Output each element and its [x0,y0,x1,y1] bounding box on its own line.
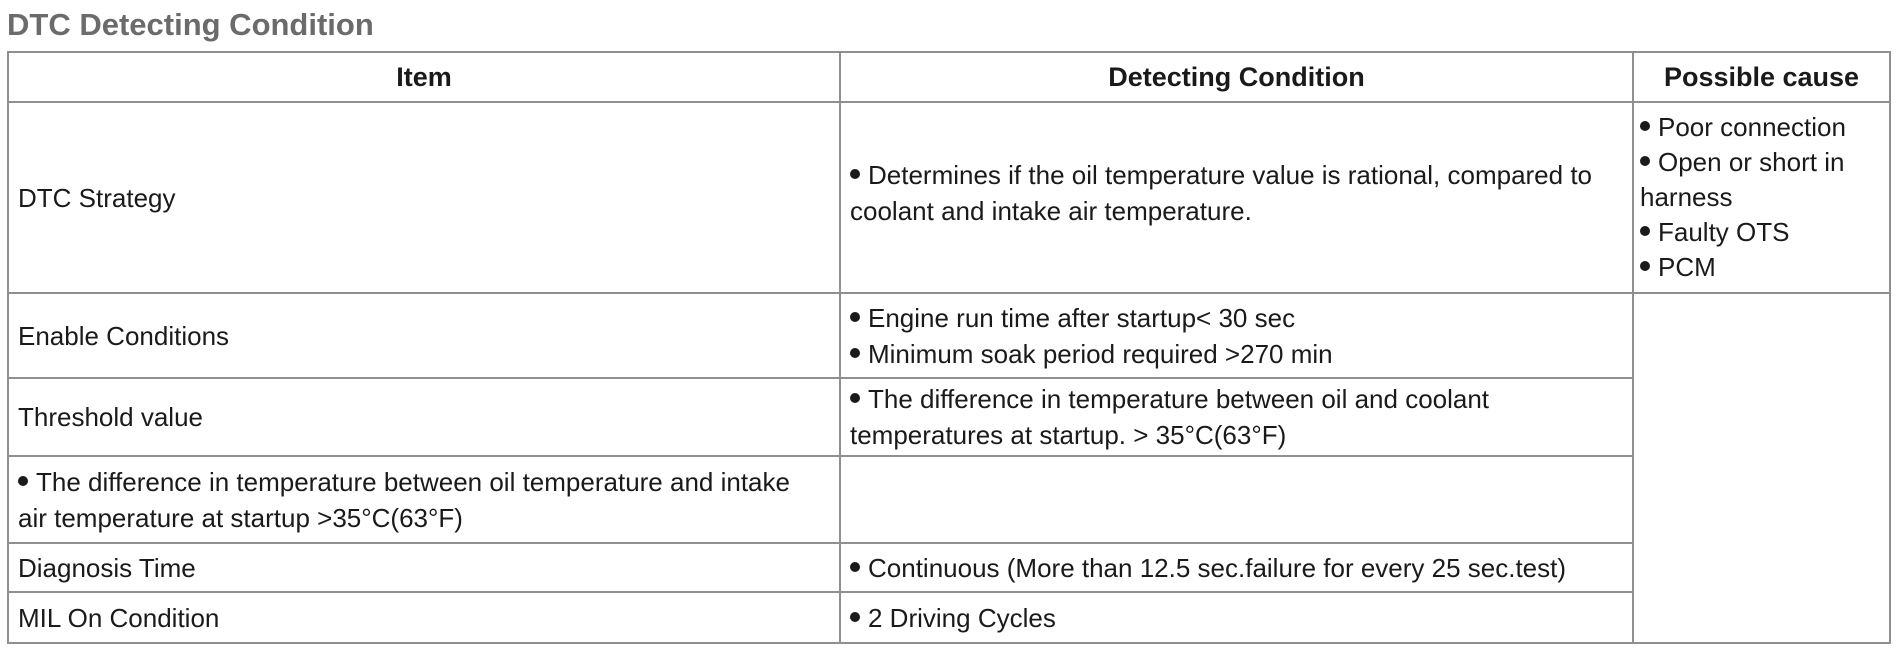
condition-line: Continuous (More than 12.5 sec.failure for every 25 sec.test) [850,550,1624,586]
cause-harness: harness [1640,182,1733,212]
condition-line: temperatures at startup. > 35°C(63°F) [850,420,1287,450]
condition-line: coolant and intake air temperature. [850,196,1252,226]
header-item: Item [396,62,452,92]
row-enable-conditions-item: Enable Conditions [18,320,230,351]
row-diagnosis-time-item: Diagnosis Time [18,552,196,583]
row-enable-conditions-condition [841,294,1632,377]
row-threshold-value-condition [841,379,1632,455]
cause-poor-connection: Poor connection [1640,110,1881,145]
condition-line: The difference in temperature between oil and coolant [850,381,1624,417]
row-dtc-strategy-condition [841,103,1632,292]
row-mil-on-condition-item: MIL On Condition [18,602,220,633]
cause-pcm: PCM [1640,250,1881,285]
cause-faulty-ots: Faulty OTS [1640,215,1881,250]
page-title: DTC Detecting Condition [7,7,374,42]
condition-line: 2 Driving Cycles [850,600,1624,636]
row-mil-on-condition-condition [841,593,1632,642]
condition-line: Minimum soak period required >270 min [850,336,1624,372]
possible-cause-list [1634,103,1889,292]
condition-line: Engine run time after startup< 30 sec [850,300,1624,336]
item-line: The difference in temperature between oil temperature and intake [18,464,831,500]
row-threshold-value-item: Threshold value [18,402,203,432]
row-intake-air-threshold-item [9,457,839,542]
cause-open-or-short: Open or short in [1640,145,1881,180]
item-line: air temperature at startup >35°C(63°F) [18,502,463,533]
row-diagnosis-time-condition [841,544,1632,591]
header-possible-cause: Possible cause [1663,62,1860,92]
condition-line: Determines if the oil temperature value is rational, compared to [850,157,1624,193]
row-dtc-strategy-item: DTC Strategy [18,182,176,213]
header-detecting-condition: Detecting Condition [1108,62,1365,92]
